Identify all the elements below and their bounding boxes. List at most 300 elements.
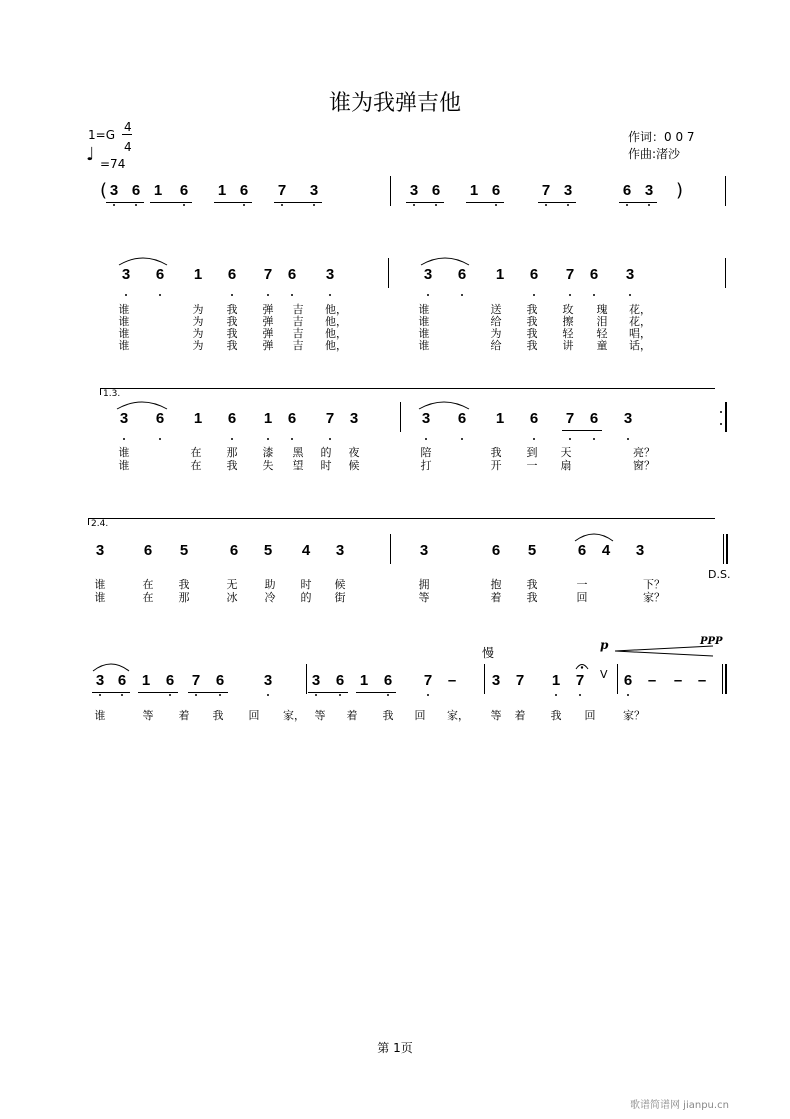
- barline: [388, 258, 389, 288]
- lyric-word: 回: [414, 709, 426, 722]
- note: 7: [565, 410, 575, 427]
- lyric-word: 谁: [118, 315, 130, 328]
- beam-underline: [356, 692, 396, 693]
- lyric-word: 吉: [292, 327, 304, 340]
- note: 6: [529, 410, 539, 427]
- watermark: 歌谱简谱网 jianpu.cn: [630, 1100, 729, 1111]
- note: 3: [335, 542, 345, 559]
- lyric-word: 他，: [325, 303, 347, 316]
- lyric-word: 我: [526, 578, 538, 591]
- note: 6: [155, 266, 165, 283]
- note: 6: [491, 542, 501, 559]
- lyric-word: 他，: [325, 339, 347, 352]
- note: –: [697, 672, 707, 689]
- volta-first: [100, 388, 715, 399]
- note: 3: [409, 182, 419, 199]
- lyric-word: 为: [490, 327, 502, 340]
- note: 3: [563, 182, 573, 199]
- barline: [400, 402, 401, 432]
- note: 6: [143, 542, 153, 559]
- octave-dot-below: [281, 204, 283, 206]
- barline-final: [726, 534, 728, 564]
- note: 7: [423, 672, 433, 689]
- note: 5: [527, 542, 537, 559]
- octave-dot-below: [113, 204, 115, 206]
- note: 6: [622, 182, 632, 199]
- octave-dot-below: [425, 438, 427, 440]
- slur-arc: [116, 398, 168, 410]
- octave-dot-below: [99, 694, 101, 696]
- lyric-word: 为: [192, 339, 204, 352]
- octave-dot-below: [243, 204, 245, 206]
- beam-underline: [406, 202, 444, 203]
- lyric-word: 谁: [94, 578, 106, 591]
- lyric-word: 送: [490, 303, 502, 316]
- lyric-word: 回: [248, 709, 260, 722]
- lyric-word: 轻: [596, 327, 608, 340]
- lyric-word: 我: [550, 709, 562, 722]
- lyric-word: 时: [300, 578, 312, 591]
- note: 3: [109, 182, 119, 199]
- octave-dot-below: [231, 438, 233, 440]
- lyric-word: 等: [418, 591, 430, 604]
- beam-underline: [619, 202, 657, 203]
- note: 7: [575, 672, 585, 689]
- lyric-word: 花，: [629, 315, 651, 328]
- beam-underline: [138, 692, 178, 693]
- slur-arc: [418, 398, 470, 410]
- lyric-word: 抱: [490, 578, 502, 591]
- note: 1: [551, 672, 561, 689]
- note: 6: [227, 266, 237, 283]
- lyric-word: 为: [192, 315, 204, 328]
- lyric-word: 童: [596, 339, 608, 352]
- octave-dot-below: [219, 694, 221, 696]
- octave-dot-below: [627, 438, 629, 440]
- note: 6: [529, 266, 539, 283]
- note: 6: [335, 672, 345, 689]
- octave-dot-below: [629, 294, 631, 296]
- octave-dot-below: [427, 694, 429, 696]
- octave-dot-below: [267, 694, 269, 696]
- octave-dot-below: [569, 294, 571, 296]
- time-signature-top: 4: [124, 120, 132, 134]
- lyric-word: 漆: [262, 446, 274, 459]
- lyric-word: 谁: [118, 327, 130, 340]
- lyric-word: 着: [178, 709, 190, 722]
- note: 3: [625, 266, 635, 283]
- octave-dot-below: [291, 438, 293, 440]
- beam-underline: [150, 202, 192, 203]
- note: 6: [165, 672, 175, 689]
- lyric-word: 玫: [562, 303, 574, 316]
- lyric-word: 家，: [283, 709, 305, 722]
- slur-arc: [92, 660, 130, 672]
- lyric-word: 我: [178, 578, 190, 591]
- fermata-icon: [574, 660, 590, 670]
- octave-dot-below: [427, 294, 429, 296]
- lyric-word: 在: [190, 459, 202, 472]
- lyric-word: 谁: [118, 459, 130, 472]
- lyric-word: 花，: [629, 303, 651, 316]
- note: 1: [263, 410, 273, 427]
- lyric-word: 弹: [262, 327, 274, 340]
- time-signature-line: [122, 134, 132, 135]
- lyric-word: 唱，: [629, 327, 651, 340]
- beam-underline: [214, 202, 252, 203]
- octave-dot-below: [533, 294, 535, 296]
- lyric-word: 我: [526, 327, 538, 340]
- lyric-word: 为: [192, 303, 204, 316]
- note: 6: [287, 266, 297, 283]
- beam-underline: [562, 430, 602, 431]
- key-signature: 1=G: [88, 128, 115, 142]
- composer: 作曲:渚沙: [628, 147, 681, 161]
- beam-underline: [466, 202, 504, 203]
- quarter-note-icon: ♩: [86, 144, 95, 165]
- note: 6: [383, 672, 393, 689]
- lyric-word: 谁: [94, 709, 106, 722]
- note: 1: [141, 672, 151, 689]
- note: 7: [263, 266, 273, 283]
- lyric-word: 弹: [262, 315, 274, 328]
- lyric-word: 黑: [292, 446, 304, 459]
- lyric-word: 为: [192, 327, 204, 340]
- note: 3: [95, 542, 105, 559]
- octave-dot-below: [195, 694, 197, 696]
- note: 7: [191, 672, 201, 689]
- octave-dot-below: [648, 204, 650, 206]
- lyric-word: 打: [420, 459, 432, 472]
- octave-dot-below: [545, 204, 547, 206]
- note: 3: [349, 410, 359, 427]
- lyric-word: 一: [576, 578, 588, 591]
- lyric-word: 擦: [562, 315, 574, 328]
- lyric-word: 的: [320, 446, 332, 459]
- octave-dot-below: [231, 294, 233, 296]
- note: 6: [457, 410, 467, 427]
- note: 5: [179, 542, 189, 559]
- note: 4: [601, 542, 611, 559]
- octave-dot-below: [267, 294, 269, 296]
- lyric-word: 开: [490, 459, 502, 472]
- lyric-word: 吉: [292, 303, 304, 316]
- lyric-word: 我: [226, 339, 238, 352]
- lyric-word: 我: [526, 315, 538, 328]
- lyric-word: 谁: [118, 339, 130, 352]
- octave-dot-below: [533, 438, 535, 440]
- octave-dot-below: [313, 204, 315, 206]
- lyric-word: 谁: [418, 327, 430, 340]
- repeat-paren-close: ): [676, 180, 684, 201]
- note: 1: [193, 266, 203, 283]
- repeat-dot: [720, 411, 722, 413]
- octave-dot-below: [291, 294, 293, 296]
- volta-second-label: 2.4.: [91, 519, 109, 529]
- note: 6: [491, 182, 501, 199]
- tempo-slow: 慢: [482, 646, 495, 660]
- slur-arc: [118, 254, 168, 266]
- lyric-word: 冷: [264, 591, 276, 604]
- lyric-word: 谁: [418, 315, 430, 328]
- note: 1: [193, 410, 203, 427]
- note: 6: [131, 182, 141, 199]
- lyric-word: 谁: [118, 303, 130, 316]
- lyric-word: 他，: [325, 327, 347, 340]
- lyric-word: 我: [526, 591, 538, 604]
- note: 7: [541, 182, 551, 199]
- note: 3: [423, 266, 433, 283]
- note: 6: [589, 266, 599, 283]
- octave-dot-below: [435, 204, 437, 206]
- lyric-word: 亮？: [633, 446, 655, 459]
- note: 6: [239, 182, 249, 199]
- dal-segno: D.S.: [708, 568, 731, 581]
- lyric-word: 我: [212, 709, 224, 722]
- lyric-word: 陪: [420, 446, 432, 459]
- note: 3: [644, 182, 654, 199]
- note: 6: [623, 672, 633, 689]
- lyric-word: 我: [382, 709, 394, 722]
- note: 5: [263, 542, 273, 559]
- lyric-word: 轻: [562, 327, 574, 340]
- lyric-word: 弹: [262, 339, 274, 352]
- lyric-word: 无: [226, 578, 238, 591]
- barline-end: [725, 176, 726, 206]
- note: 6: [431, 182, 441, 199]
- note: 3: [421, 410, 431, 427]
- barline: [390, 534, 391, 564]
- lyric-word: 回: [576, 591, 588, 604]
- lyric-word: 给: [490, 339, 502, 352]
- octave-dot-below: [461, 294, 463, 296]
- tempo-marking: =74: [100, 157, 126, 171]
- lyric-word: 他，: [325, 315, 347, 328]
- lyric-word: 着: [514, 709, 526, 722]
- barline-end: [725, 258, 726, 288]
- note: 3: [95, 672, 105, 689]
- octave-dot-below: [387, 694, 389, 696]
- note: 6: [229, 542, 239, 559]
- lyric-word: 我: [226, 459, 238, 472]
- lyric-word: 我: [526, 303, 538, 316]
- lyric-word: 我: [226, 315, 238, 328]
- lyric-word: 拥: [418, 578, 430, 591]
- lyric-word: 弹: [262, 303, 274, 316]
- lyric-word: 回: [584, 709, 596, 722]
- note: 1: [153, 182, 163, 199]
- lyricist: 作词：0 0 7: [628, 130, 695, 144]
- dynamic-ppp: PPP: [700, 636, 723, 647]
- lyric-word: 窗？: [633, 459, 655, 472]
- lyric-word: 给: [490, 315, 502, 328]
- beam-underline: [274, 202, 322, 203]
- note: 6: [179, 182, 189, 199]
- octave-dot-below: [183, 204, 185, 206]
- lyric-word: 时: [320, 459, 332, 472]
- lyric-word: 我: [226, 303, 238, 316]
- lyric-word: 吉: [292, 339, 304, 352]
- octave-dot-below: [267, 438, 269, 440]
- lyric-word: 那: [226, 446, 238, 459]
- barline: [390, 176, 391, 206]
- lyric-word: 着: [490, 591, 502, 604]
- lyric-word: 候: [334, 578, 346, 591]
- note: 1: [359, 672, 369, 689]
- octave-dot-below: [567, 204, 569, 206]
- page-number: 第 1页: [377, 1041, 413, 1055]
- note: 7: [277, 182, 287, 199]
- lyric-word: 候: [348, 459, 360, 472]
- octave-dot-below: [125, 294, 127, 296]
- octave-dot-below: [569, 438, 571, 440]
- note: 3: [491, 672, 501, 689]
- lyric-word: 助: [264, 578, 276, 591]
- note: 3: [121, 266, 131, 283]
- octave-dot-below: [123, 438, 125, 440]
- note: –: [647, 672, 657, 689]
- octave-dot-below: [339, 694, 341, 696]
- lyric-word: 在: [142, 578, 154, 591]
- note: 1: [469, 182, 479, 199]
- volta-second: [88, 518, 715, 529]
- barline: [484, 664, 485, 694]
- octave-dot-below: [169, 694, 171, 696]
- lyric-word: 谁: [118, 446, 130, 459]
- octave-dot-below: [593, 294, 595, 296]
- beam-underline: [188, 692, 228, 693]
- note: –: [673, 672, 683, 689]
- octave-dot-below: [329, 438, 331, 440]
- lyric-word: 等: [490, 709, 502, 722]
- barline: [617, 664, 618, 694]
- lyric-word: 谁: [418, 339, 430, 352]
- octave-dot-below: [329, 294, 331, 296]
- breath-mark: V: [600, 668, 608, 681]
- note: 1: [495, 266, 505, 283]
- note: 7: [325, 410, 335, 427]
- lyric-word: 家？: [643, 591, 665, 604]
- note: 3: [419, 542, 429, 559]
- octave-dot-below: [593, 438, 595, 440]
- repeat-dot: [720, 423, 722, 425]
- repeat-paren-open: (: [100, 180, 108, 201]
- lyric-word: 一: [526, 459, 538, 472]
- volta-first-label: 1.3.: [103, 389, 121, 399]
- octave-dot-below: [555, 694, 557, 696]
- lyric-word: 等: [314, 709, 326, 722]
- note: 4: [301, 542, 311, 559]
- lyric-word: 冰: [226, 591, 238, 604]
- note: 3: [309, 182, 319, 199]
- note: 6: [577, 542, 587, 559]
- octave-dot-below: [121, 694, 123, 696]
- note: 6: [457, 266, 467, 283]
- note: 3: [623, 410, 633, 427]
- octave-dot-below: [159, 294, 161, 296]
- lyric-word: 失: [262, 459, 274, 472]
- lyric-word: 在: [142, 591, 154, 604]
- note: 6: [227, 410, 237, 427]
- lyric-word: 我: [490, 446, 502, 459]
- lyric-word: 谁: [94, 591, 106, 604]
- note: 6: [155, 410, 165, 427]
- lyric-word: 我: [526, 339, 538, 352]
- octave-dot-below: [495, 204, 497, 206]
- lyric-word: 街: [334, 591, 346, 604]
- lyric-word: 天: [560, 446, 572, 459]
- lyric-word: 话，: [629, 339, 651, 352]
- lyric-word: 下？: [643, 578, 665, 591]
- lyric-word: 讲: [562, 339, 574, 352]
- octave-dot-below: [315, 694, 317, 696]
- slur-arc: [420, 254, 470, 266]
- note: 3: [119, 410, 129, 427]
- lyric-word: 扇: [560, 459, 572, 472]
- barline: [723, 534, 724, 564]
- beam-underline: [308, 692, 348, 693]
- lyric-word: 在: [190, 446, 202, 459]
- note: 6: [287, 410, 297, 427]
- barline: [306, 664, 307, 694]
- barline-final: [725, 664, 727, 694]
- note: 7: [515, 672, 525, 689]
- time-signature-bottom: 4: [124, 140, 132, 154]
- note: 6: [589, 410, 599, 427]
- octave-dot-below: [159, 438, 161, 440]
- note: 3: [311, 672, 321, 689]
- note: 3: [635, 542, 645, 559]
- lyric-word: 家，: [447, 709, 469, 722]
- lyric-word: 着: [346, 709, 358, 722]
- note: 6: [215, 672, 225, 689]
- note: 3: [325, 266, 335, 283]
- octave-dot-below: [627, 694, 629, 696]
- lyric-word: 泪: [596, 315, 608, 328]
- octave-dot-below: [579, 694, 581, 696]
- lyric-word: 的: [300, 591, 312, 604]
- note: 1: [217, 182, 227, 199]
- octave-dot-below: [413, 204, 415, 206]
- dynamic-piano: p: [600, 638, 609, 652]
- lyric-word: 到: [526, 446, 538, 459]
- barline: [722, 664, 723, 694]
- lyric-word: 望: [292, 459, 304, 472]
- slur-arc: [574, 530, 614, 542]
- octave-dot-below: [626, 204, 628, 206]
- lyric-word: 夜: [348, 446, 360, 459]
- octave-dot-below: [135, 204, 137, 206]
- lyric-word: 等: [142, 709, 154, 722]
- lyric-word: 瑰: [596, 303, 608, 316]
- repeat-end-barline: [725, 402, 727, 432]
- note: 1: [495, 410, 505, 427]
- beam-underline: [106, 202, 144, 203]
- lyric-word: 谁: [418, 303, 430, 316]
- note: 3: [263, 672, 273, 689]
- beam-underline: [538, 202, 576, 203]
- note: 6: [117, 672, 127, 689]
- lyric-word: 那: [178, 591, 190, 604]
- note: 7: [565, 266, 575, 283]
- note: –: [447, 672, 457, 689]
- octave-dot-below: [461, 438, 463, 440]
- lyric-word: 家？: [623, 709, 645, 722]
- lyric-word: 吉: [292, 315, 304, 328]
- page-title: 谁为我弹吉他: [328, 91, 461, 116]
- lyric-word: 我: [226, 327, 238, 340]
- beam-underline: [92, 692, 130, 693]
